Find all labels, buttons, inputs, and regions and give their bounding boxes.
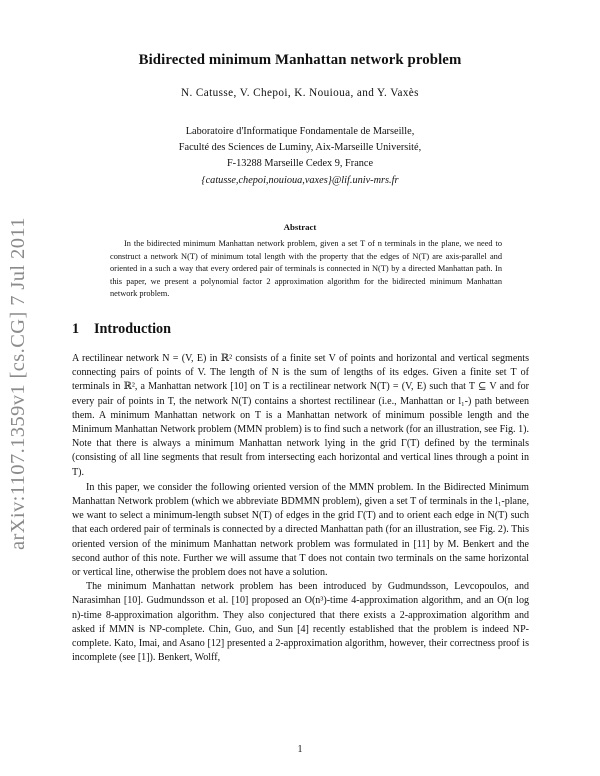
affiliation-line-1: Laboratoire d'Informatique Fondamentale de Marseille, xyxy=(185,126,415,137)
abstract-heading: Abstract xyxy=(283,222,317,232)
paper-title: Bidirected minimum Manhattan network problem xyxy=(138,52,462,68)
section-heading xyxy=(72,321,171,338)
abstract-text: In the bidirected minimum Manhattan network problem, given a set T of n terminals in the plane, we need to construct a network N(T) of minimum total length with the property that the edges of N(T) are axis-parallel and oriented in a such a way that every ordered pair of terminals is connected in N(T) by a directed Manhattan path. In this paper, we present a polynomial factor 2 approximation algorithm for the bidirected minimum Manhattan network problem. xyxy=(110,239,502,299)
affiliation-line-2: Faculté des Sciences de Luminy, Aix-Marseille Université, xyxy=(178,142,422,153)
page-number: 1 xyxy=(297,744,303,755)
affiliation-line-3: F-13288 Marseille Cedex 9, France xyxy=(226,158,374,169)
paragraph: A rectilinear network N = (V, E) in ℝ² consists of a finite set V of points and horizontal and vertical segments connecting pairs of points of V. The length of N is the sum of lengths of its edges. Given a finite set T of terminals in ℝ², a Manhattan network [10] on T is a rectilinear network N(T) = (V, E) such that T ⊆ V and for every pair of points in T, the network N(T) contains a shortest rectilinear (i.e., Manhattan or l₁-) path between them. A minimum Manhattan network on T is a Manhattan network of minimum possible length and the Minimum Manhattan Network problem (MMN problem) is to find such a network (for an illustration, see Fig. 1). Note that there is always a minimum Manhattan network lying in the grid Γ(T) defined by the terminals (consisting of all line segments that result from intersecting each horizontal and vertical lines through a point in T). xyxy=(72,353,529,478)
body-text xyxy=(72,352,529,665)
paragraph: The minimum Manhattan network problem has been introduced by Gudmundsson, Levcopoulos, and Narasimhan [10]. Gudmundsson et al. [10] proposed an O(n³)-time 4-approximation algorithm, and an O(n log n)-time 8-approximation algorithm. They also conjectured that there exists a 2-approximation algorithm and asked if MMN is NP-complete. Chin, Guo, and Sun [4] recently established that the problem is indeed NP-complete. Kato, Imai, and Asano [12] presented a 2-approximation algorithm, however, their correctness proof is incomplete (see [1]). Benkert, Wolff, xyxy=(72,581,529,664)
paragraph: In this paper, we consider the following oriented version of the MMN problem. In the Bidirected Minimum Manhattan Network problem (which we abbreviate BDMMN problem), given a set T of terminals in the l₁-plane, we want to select a minimum-length subset N(T) of edges in the grid Γ(T) and to orient each edge in N(T) such that each ordered pair of terminals is connected by a directed Manhattan path (for an illustration, see Fig. 2). This oriented version of the minimum Manhattan network problem was formulated in [11] by M. Benkert and the second author of this note. Further we will assume that T does not contain two terminals on the same horizontal or vertical line, otherwise the problem does not have a solution. xyxy=(72,481,529,579)
section-title: Introduction xyxy=(94,321,171,337)
arxiv-identifier-text: arXiv:1107.1359v1 [cs.CG] 7 Jul 2011 xyxy=(7,217,29,550)
abstract-body xyxy=(110,238,502,301)
arxiv-identifier-stamp xyxy=(2,205,32,550)
author-list: N. Catusse, V. Chepoi, K. Nouioua, and Y. Vaxès xyxy=(181,87,419,99)
section-number: 1 xyxy=(72,321,80,337)
author-emails: {catusse,chepoi,nouioua,vaxes}@lif.univ-mrs.fr xyxy=(201,175,399,186)
